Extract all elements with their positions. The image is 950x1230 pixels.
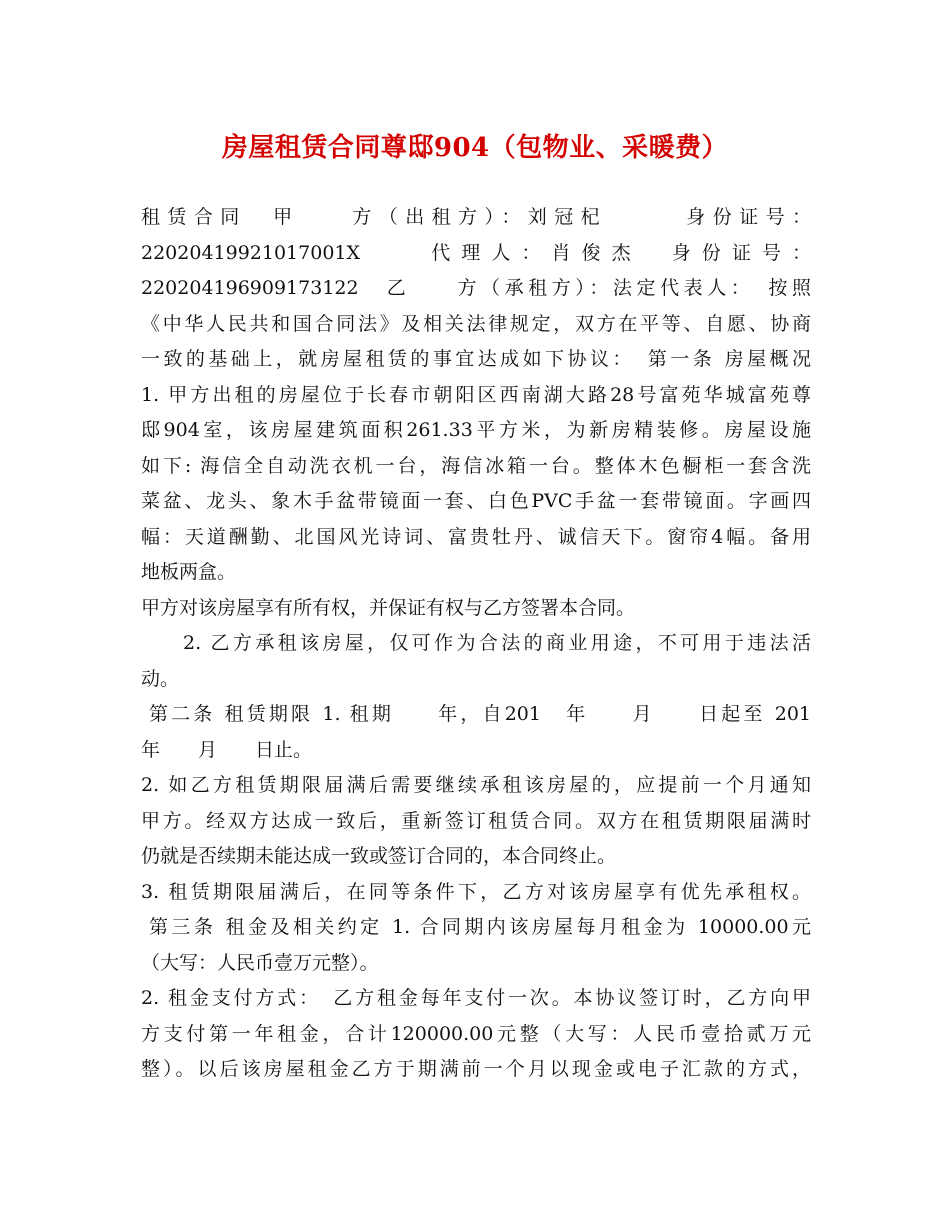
text-line: 邸904室，该房屋建筑面积261.33平方米，为新房精装修。房屋设施	[141, 419, 811, 441]
text-line: 菜盆、龙头、象木手盆带镜面一套、白色PVC手盆一套带镜面。字画四	[141, 490, 811, 512]
text-line: 甲方对该房屋享有所有权，并保证有权与乙方签署本合同。	[141, 596, 636, 619]
text-line: 220204196909173122 乙 方（承租方）：法定代表人： 按照	[141, 277, 811, 299]
text-line: 仍就是否续期未能达成一致或签订合同的，本合同终止。	[141, 845, 617, 867]
text-line: 如下: 海信全自动洗衣机一台，海信冰箱一台。整体木色橱柜一套含洗	[141, 454, 811, 477]
text-line: 第二条 租赁期限 1. 租期 年，自201 年 月 日起至 201	[149, 703, 811, 725]
text-line: 第三条 租金及相关约定 1. 合同期内该房屋每月租金为 10000.00元	[149, 916, 811, 938]
text-line: 年 月 日止。	[141, 738, 313, 761]
text-line: （大写：人民币壹万元整）。	[141, 951, 379, 974]
document-title: 房屋租赁合同尊邸904（包物业、采暖费）	[221, 133, 729, 163]
text-line: 动。	[141, 667, 180, 690]
text-line: 1. 甲方出租的房屋位于长春市朝阳区西南湖大路28号富苑华城富苑尊	[141, 383, 811, 406]
text-line: 2. 乙方承租该房屋，仅可作为合法的商业用途，不可用于违法活	[183, 632, 811, 654]
text-line: 2. 如乙方租赁期限届满后需要继续承租该房屋的，应提前一个月通知	[141, 774, 811, 796]
text-line: 22020419921017001X 代理人：肖俊杰 身份证号：	[141, 241, 811, 264]
text-line: 地板两盒。	[141, 561, 237, 583]
text-line: 租赁合同 甲 方（出租方）：刘冠杞 身份证号：	[141, 206, 811, 228]
text-line: 2. 租金支付方式： 乙方租金每年支付一次。本协议签订时，乙方向甲	[141, 987, 811, 1009]
text-line: 幅：天道酬勤、北国风光诗词、富贵牡丹、诚信天下。窗帘4幅。备用	[141, 525, 811, 548]
document-body	[141, 200, 811, 1088]
text-line: 整）。以后该房屋租金乙方于期满前一个月以现金或电子汇款的方式，	[141, 1058, 811, 1080]
text-line: 甲方。经双方达成一致后，重新签订租赁合同。双方在租赁期限届满时	[141, 809, 811, 832]
text-line: 3. 租赁期限届满后，在同等条件下，乙方对该房屋享有优先承租权。	[141, 880, 811, 903]
text-line: 一致的基础上，就房屋租赁的事宜达成如下协议： 第一条 房屋概况	[141, 348, 811, 370]
text-line: 《中华人民共和国合同法》及相关法律规定，双方在平等、自愿、协商	[141, 312, 811, 335]
text-line: 方支付第一年租金，合计120000.00元整（大写：人民币壹拾贰万元	[141, 1022, 811, 1045]
